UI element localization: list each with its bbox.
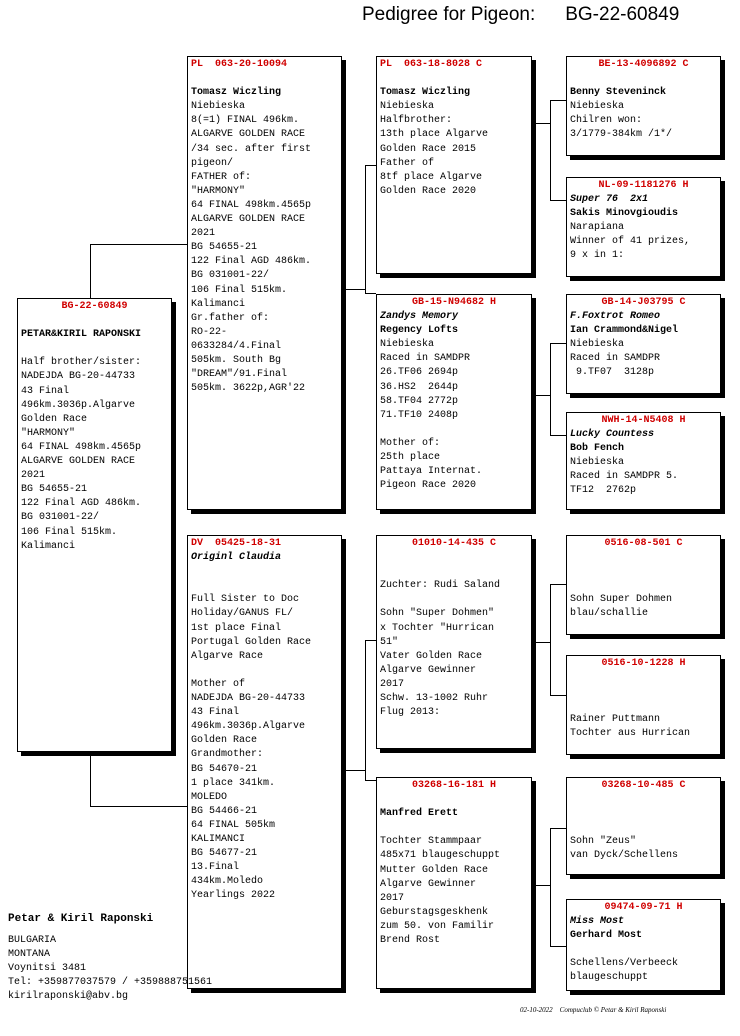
card-line: Sakis Minovgioudis bbox=[570, 208, 679, 220]
card-line: ALGARVE GOLDEN RACE bbox=[21, 456, 136, 468]
card-line: 505km. 3622p,AGR'22 bbox=[191, 383, 306, 395]
card-line: 106 Final 515km. bbox=[21, 526, 118, 538]
card-line bbox=[570, 565, 717, 579]
card-line: Full Sister to Doc bbox=[191, 594, 300, 606]
card-line: Mother of: bbox=[380, 437, 441, 449]
connector-line bbox=[365, 640, 376, 641]
ring-number: BE-13-4096892 C bbox=[598, 59, 689, 70]
card-line: 64 FINAL 498km.4565p bbox=[21, 441, 142, 453]
pigeon-card-sire-dam-sire[interactable] bbox=[566, 294, 721, 394]
card-line: Geburstagsgeskhenk bbox=[380, 906, 489, 918]
card-line: PETAR&KIRIL RAPONSKI bbox=[21, 329, 142, 341]
ring-number: 01010-14-435 C bbox=[411, 538, 496, 549]
card-line: Mother of bbox=[191, 678, 246, 690]
card-line bbox=[380, 565, 528, 579]
card-line bbox=[191, 565, 338, 579]
card-line: Tochter Stammpaar bbox=[380, 836, 483, 848]
card-line: Ian Crammond&Nigel bbox=[570, 325, 679, 337]
card-line: Originl Claudia bbox=[191, 552, 282, 564]
connector-line bbox=[550, 100, 566, 101]
card-line: blaugeschuppt bbox=[570, 972, 649, 984]
pigeon-card-sire-dam[interactable] bbox=[376, 294, 532, 510]
card-line bbox=[191, 664, 338, 678]
card-line: Pattaya Internat. bbox=[380, 466, 483, 478]
card-line: 43 Final bbox=[21, 385, 70, 397]
card-line: Pigeon Race 2020 bbox=[380, 480, 477, 492]
card-line bbox=[570, 685, 717, 699]
card-line bbox=[570, 579, 717, 593]
ring-number: DV 05425-18-31 bbox=[191, 538, 282, 549]
card-line: 51" bbox=[380, 636, 399, 648]
connector-line bbox=[550, 584, 566, 585]
card-line bbox=[380, 821, 528, 835]
card-line: 434km.Moledo bbox=[191, 876, 264, 888]
card-line: Grandmother: bbox=[191, 749, 264, 761]
card-line: FATHER of: bbox=[191, 171, 252, 183]
connector-line bbox=[342, 770, 365, 771]
card-line: 64 FINAL 505km bbox=[191, 819, 276, 831]
card-line: Niebieska bbox=[570, 101, 625, 113]
card-line: NADEJDA BG-20-44733 bbox=[191, 693, 306, 705]
connector-line bbox=[90, 244, 188, 245]
connector-line bbox=[550, 946, 566, 947]
footer-credit: Compuclub © Petar & Kiril Raponski bbox=[559, 1006, 667, 1014]
connector-line bbox=[365, 640, 366, 780]
card-line: Zuchter: Rudi Saland bbox=[380, 580, 501, 592]
card-line: Schw. 13-1002 Ruhr bbox=[380, 693, 489, 705]
card-line: Lucky Countess bbox=[570, 429, 655, 441]
card-line: x Tochter "Hurrican bbox=[380, 622, 495, 634]
ring-number: 03268-16-181 H bbox=[411, 780, 496, 791]
card-line: Father of bbox=[380, 157, 435, 169]
ring-number: 03268-10-485 C bbox=[601, 780, 686, 791]
connector-line bbox=[532, 395, 550, 396]
ring-number: BG-22-60849 bbox=[61, 301, 128, 312]
card-line bbox=[191, 72, 338, 86]
card-line: Gerhard Most bbox=[570, 930, 643, 942]
card-line: Rainer Puttmann bbox=[570, 714, 661, 726]
card-line: 64 FINAL 498km.4565p bbox=[191, 199, 312, 211]
owner-region: MONTANA bbox=[8, 949, 51, 960]
connector-line bbox=[365, 780, 376, 781]
connector-line bbox=[550, 584, 551, 695]
connector-line bbox=[550, 343, 566, 344]
pigeon-card-sire-dam-dam[interactable] bbox=[566, 412, 721, 510]
ring-number: PL 063-20-10094 bbox=[191, 59, 288, 70]
card-line: 496km.3036p.Algarve bbox=[191, 721, 306, 733]
card-line: BG 54655-21 bbox=[191, 242, 258, 254]
card-line: 2017 bbox=[380, 678, 405, 690]
owner-phone: Tel: +359877037579 / +359888751561 bbox=[8, 977, 213, 988]
card-line: 25th place bbox=[380, 452, 441, 464]
card-line bbox=[21, 314, 168, 328]
card-line: RO-22- bbox=[191, 326, 228, 338]
card-line: 2021 bbox=[191, 228, 216, 240]
ring-number: 0516-08-501 C bbox=[604, 538, 683, 549]
card-line bbox=[570, 671, 717, 685]
card-line: BG 54677-21 bbox=[191, 848, 258, 860]
pigeon-card-dam-sire-sire[interactable] bbox=[566, 535, 721, 635]
card-line: 8(=1) FINAL 496km. bbox=[191, 115, 300, 127]
card-line: Chilren won: bbox=[570, 115, 643, 127]
card-line: 2017 bbox=[380, 892, 405, 904]
card-line: Super 76 2x1 bbox=[570, 194, 649, 206]
card-line: Golden Race 2015 bbox=[380, 143, 477, 155]
card-line: "HARMONY" bbox=[191, 185, 246, 197]
card-line: Bob Fench bbox=[570, 443, 625, 455]
owner-email: kirilraponski@abv.bg bbox=[8, 991, 129, 1002]
title-label: Pedigree for Pigeon: bbox=[362, 4, 536, 25]
card-line: Regency Lofts bbox=[380, 325, 459, 337]
connector-line bbox=[550, 100, 551, 200]
card-line bbox=[570, 72, 717, 86]
card-line: Vater Golden Race bbox=[380, 650, 483, 662]
card-line: Algarve Race bbox=[191, 650, 264, 662]
card-line: 1st place Final bbox=[191, 622, 282, 634]
card-line: 2021 bbox=[21, 470, 46, 482]
card-line: Raced in SAMDPR 5. bbox=[570, 471, 679, 483]
card-line: Miss Most bbox=[570, 916, 625, 928]
card-line: Kalimanci bbox=[21, 540, 76, 552]
card-line: Golden Race 2020 bbox=[380, 185, 477, 197]
card-line: Algarve Gewinner bbox=[380, 878, 477, 890]
card-line: zum 50. von Familir bbox=[380, 920, 495, 932]
card-line: Golden Race bbox=[21, 413, 88, 425]
card-line: 36.HS2 2644p bbox=[380, 381, 459, 393]
card-line: Tomasz Wiczling bbox=[380, 87, 471, 99]
card-line: Half brother/sister: bbox=[21, 357, 142, 369]
card-line: Golden Race bbox=[191, 735, 258, 747]
ring-number: 0516-10-1228 H bbox=[601, 658, 686, 669]
ring-number: NL-09-1181276 H bbox=[598, 180, 689, 191]
ring-number: 09474-09-71 H bbox=[604, 902, 683, 913]
title-pigeon-id: BG-22-60849 bbox=[565, 4, 680, 25]
pigeon-card-dam-sire[interactable] bbox=[376, 535, 532, 749]
connector-line bbox=[90, 244, 91, 299]
card-line: 9 x in 1: bbox=[570, 250, 625, 262]
page-title bbox=[362, 4, 679, 26]
owner-country: BULGARIA bbox=[8, 935, 57, 946]
card-line: F.Foxtrot Romeo bbox=[570, 311, 661, 323]
card-line: Niebieska bbox=[380, 101, 435, 113]
pigeon-card-dam-dam-dam[interactable] bbox=[566, 899, 721, 991]
ring-number: PL 063-18-8028 C bbox=[380, 59, 483, 70]
card-line: Gr.father of: bbox=[191, 312, 270, 324]
card-line: 122 Final AGD 486km. bbox=[191, 256, 312, 268]
connector-line bbox=[532, 123, 550, 124]
card-line: 26.TF06 2694p bbox=[380, 367, 459, 379]
pigeon-card-dam-dam-sire[interactable] bbox=[566, 777, 721, 875]
card-line bbox=[570, 699, 717, 713]
ring-number: NWH-14-N5408 H bbox=[601, 415, 686, 426]
card-line: Kalimanci bbox=[191, 298, 246, 310]
connector-line bbox=[550, 828, 551, 946]
card-line: Portugal Golden Race bbox=[191, 636, 312, 648]
card-line: Benny Steveninck bbox=[570, 87, 667, 99]
connector-line bbox=[532, 642, 550, 643]
card-line: Tochter aus Hurrican bbox=[570, 728, 691, 740]
pigeon-card-dam-dam[interactable] bbox=[376, 777, 532, 989]
card-line bbox=[380, 793, 528, 807]
owner-address: Voynitsi 3481 bbox=[8, 963, 87, 974]
connector-line bbox=[90, 752, 91, 806]
card-line: pigeon/ bbox=[191, 157, 234, 169]
card-line bbox=[380, 593, 528, 607]
card-line: Halfbrother: bbox=[380, 115, 453, 127]
card-line: Raced in SAMDPR bbox=[380, 353, 471, 365]
card-line: TF12 2762p bbox=[570, 485, 637, 497]
connector-line bbox=[90, 806, 188, 807]
card-line: Niebieska bbox=[570, 339, 625, 351]
card-line: Zandys Memory bbox=[380, 311, 459, 323]
pigeon-card-sire-sire-sire[interactable] bbox=[566, 56, 721, 156]
connector-line bbox=[550, 828, 566, 829]
pigeon-card-sire[interactable] bbox=[187, 56, 342, 510]
ring-number: GB-15-N94682 H bbox=[411, 297, 496, 308]
card-line bbox=[570, 807, 717, 821]
card-line: Sohn "Zeus" bbox=[570, 836, 637, 848]
card-line: Niebieska bbox=[191, 101, 246, 113]
connector-line bbox=[550, 695, 566, 696]
card-line: Winner of 41 prizes, bbox=[570, 236, 691, 248]
card-line: 496km.3036p.Algarve bbox=[21, 399, 136, 411]
card-line: 71.TF10 2408p bbox=[380, 409, 459, 421]
card-line: Schellens/Verbeeck bbox=[570, 958, 679, 970]
card-line: /34 sec. after first bbox=[191, 143, 312, 155]
card-line: BG 031001-22/ bbox=[191, 270, 270, 282]
card-line: van Dyck/Schellens bbox=[570, 850, 679, 862]
pigeon-card-subject[interactable] bbox=[17, 298, 172, 752]
card-line: BG 54670-21 bbox=[191, 763, 258, 775]
pigeon-card-sire-sire-dam[interactable] bbox=[566, 177, 721, 277]
connector-line bbox=[365, 165, 366, 293]
card-line: Raced in SAMDPR bbox=[570, 353, 661, 365]
card-line: Niebieska bbox=[570, 457, 625, 469]
card-line: 9.TF07 3128p bbox=[570, 367, 655, 379]
footer-date: 02-10-2022 bbox=[520, 1006, 553, 1014]
card-line: NADEJDA BG-20-44733 bbox=[21, 371, 136, 383]
connector-line bbox=[365, 293, 376, 294]
card-line: Holiday/GANUS FL/ bbox=[191, 608, 294, 620]
card-line: 505km. South Bg bbox=[191, 354, 282, 366]
card-line: 13.Final bbox=[191, 862, 240, 874]
connector-line bbox=[550, 200, 566, 201]
pigeon-card-dam-sire-dam[interactable] bbox=[566, 655, 721, 755]
ring-number: GB-14-J03795 C bbox=[601, 297, 686, 308]
card-line: blau/schallie bbox=[570, 608, 649, 620]
pigeon-card-sire-sire[interactable] bbox=[376, 56, 532, 274]
card-line bbox=[191, 579, 338, 593]
card-line: Niebieska bbox=[380, 339, 435, 351]
card-line: Algarve Gewinner bbox=[380, 664, 477, 676]
card-line: Narapiana bbox=[570, 222, 625, 234]
card-line bbox=[380, 551, 528, 565]
connector-line bbox=[550, 343, 551, 435]
card-line: ALGARVE GOLDEN RACE bbox=[191, 214, 306, 226]
footer bbox=[520, 1006, 666, 1014]
card-line: BG 54655-21 bbox=[21, 484, 88, 496]
card-line: Brend Rost bbox=[380, 935, 441, 947]
card-line bbox=[570, 821, 717, 835]
card-line: "HARMONY" bbox=[21, 427, 76, 439]
card-line: BG 031001-22/ bbox=[21, 512, 100, 524]
card-line: 122 Final AGD 486km. bbox=[21, 498, 142, 510]
owner-name: Petar & Kiril Raponski bbox=[8, 913, 154, 925]
card-line: 0633284/4.Final bbox=[191, 340, 282, 352]
card-line bbox=[21, 342, 168, 356]
card-line: Tomasz Wiczling bbox=[191, 87, 282, 99]
card-line: Yearlings 2022 bbox=[191, 890, 276, 902]
connector-line bbox=[342, 289, 365, 290]
card-line: Sohn "Super Dohmen" bbox=[380, 608, 495, 620]
card-line bbox=[380, 423, 528, 437]
card-line: 13th place Algarve bbox=[380, 129, 489, 141]
card-line: 1 place 341km. bbox=[191, 777, 276, 789]
card-line: 8tf place Algarve bbox=[380, 171, 483, 183]
connector-line bbox=[365, 165, 376, 166]
owner-info bbox=[8, 912, 212, 1004]
card-line: ALGARVE GOLDEN RACE bbox=[191, 129, 306, 141]
card-line: MOLEDO bbox=[191, 791, 228, 803]
card-line: "DREAM"/91.Final bbox=[191, 369, 288, 381]
card-line: 43 Final bbox=[191, 707, 240, 719]
card-line: Flug 2013: bbox=[380, 707, 441, 719]
card-line: 106 Final 515km. bbox=[191, 284, 288, 296]
card-line: Manfred Erett bbox=[380, 808, 459, 820]
card-line bbox=[570, 793, 717, 807]
card-line: 3/1779-384km /1*/ bbox=[570, 129, 673, 141]
card-line: 485x71 blaugeschuppt bbox=[380, 850, 501, 862]
card-line: KALIMANCI bbox=[191, 833, 246, 845]
card-line bbox=[570, 943, 717, 957]
card-line bbox=[570, 551, 717, 565]
card-line: BG 54466-21 bbox=[191, 805, 258, 817]
card-line: Mutter Golden Race bbox=[380, 864, 489, 876]
connector-line bbox=[532, 885, 550, 886]
card-line: Sohn Super Dohmen bbox=[570, 594, 673, 606]
card-line bbox=[380, 72, 528, 86]
card-line: 58.TF04 2772p bbox=[380, 395, 459, 407]
connector-line bbox=[550, 435, 566, 436]
